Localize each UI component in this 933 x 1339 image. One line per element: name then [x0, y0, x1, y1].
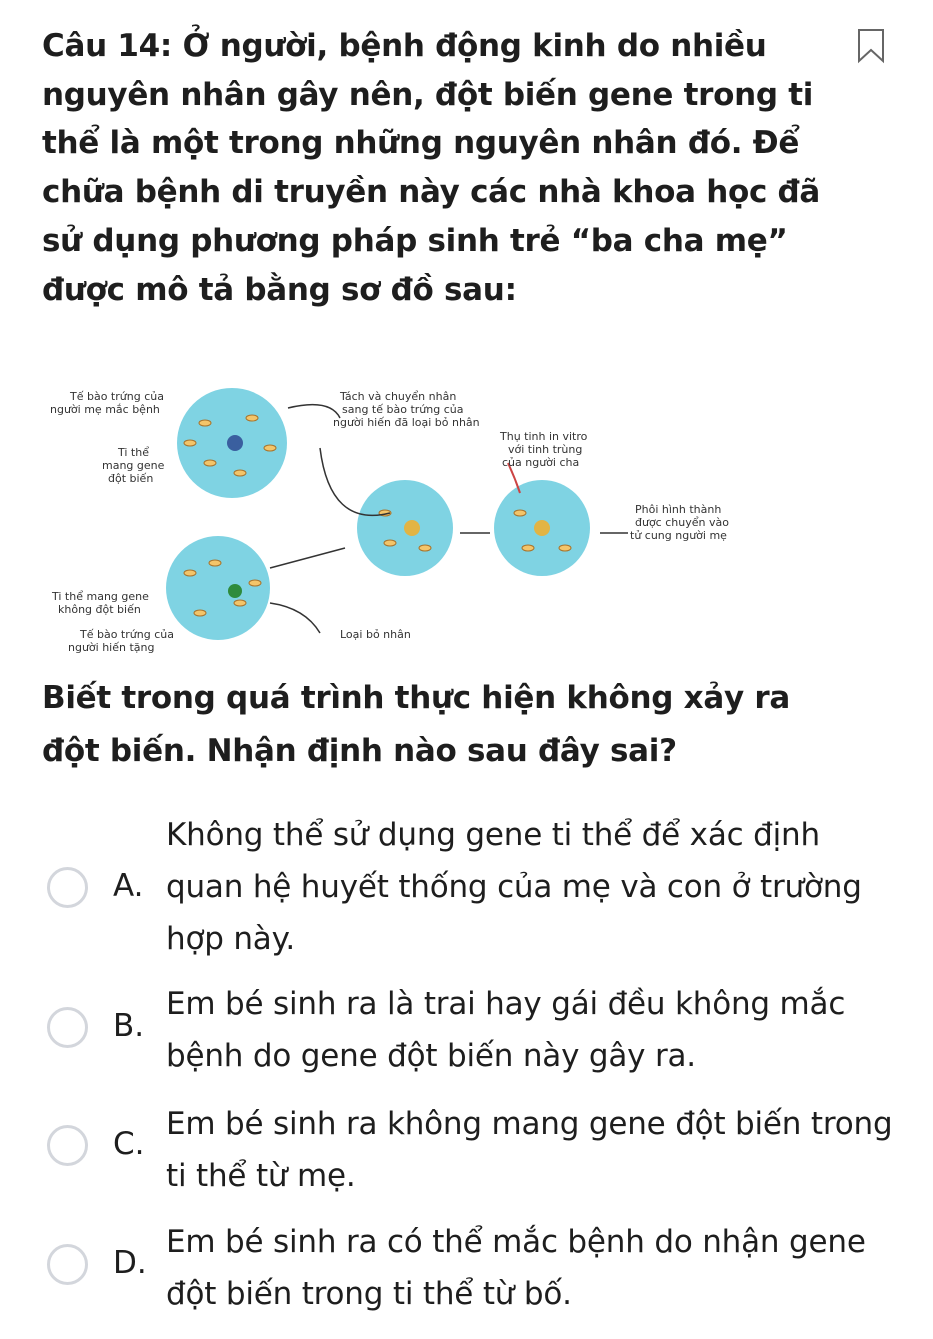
diagram-label: người mẹ mắc bệnh	[50, 403, 160, 416]
diagram-label: mang gene	[102, 459, 165, 472]
diagram-label: được chuyển vào	[635, 516, 729, 529]
prompt-text: Biết trong quá trình thực hiện không xảy ra đột biến. Nhận định nào sau đây sai?	[42, 680, 790, 769]
diagram-label: sang tế bào trứng của	[342, 403, 464, 416]
diagram-label: không đột biến	[58, 603, 141, 616]
donor-egg-cell	[166, 536, 270, 640]
diagram-label: Tách và chuyển nhân	[340, 390, 457, 403]
diagram-label: với tinh trùng	[508, 443, 583, 456]
diagram-label: Thụ tinh in vitro	[500, 430, 588, 443]
three-parent-diagram	[30, 378, 750, 663]
radio-d[interactable]	[47, 1244, 88, 1285]
radio-c[interactable]	[47, 1125, 88, 1166]
diagram-label: Tế bào trứng của	[70, 390, 164, 403]
bookmark-icon[interactable]	[856, 28, 886, 64]
diagram-label: Loại bỏ nhân	[340, 628, 411, 641]
option-text: Em bé sinh ra có thể mắc bệnh do nhận gene đột biến trong ti thể từ bố.	[166, 1224, 866, 1312]
diagram-label: Tế bào trứng của	[80, 628, 174, 641]
option-text: Em bé sinh ra là trai hay gái đều không mắc bệnh do gene đột biến này gây ra.	[166, 986, 846, 1074]
option-text: Em bé sinh ra không mang gene đột biến trong ti thể từ mẹ.	[166, 1106, 893, 1194]
diagram-label: tử cung người mẹ	[630, 529, 727, 542]
diagram-label: Ti thể mang gene	[52, 590, 149, 603]
radio-b[interactable]	[47, 1007, 88, 1048]
option-letter: C.	[113, 1126, 145, 1162]
diagram-label: người hiến tặng	[68, 641, 155, 654]
question-text: Câu 14: Ở người, bệnh động kinh do nhiều nguyên nhân gây nên, đột biến gene trong ti thể là một trong những nguyên nhân đó. Để chữa bệnh di truyền này các nhà khoa học đã sử dụng phương pháp sinh trẻ “ba cha mẹ” được mô tả bằng sơ đồ sau:	[42, 28, 821, 308]
option-letter: D.	[113, 1245, 147, 1281]
diagram-label: đột biến	[108, 472, 154, 485]
radio-a[interactable]	[47, 867, 88, 908]
option-letter: A.	[113, 868, 144, 904]
diagram-label: của người cha	[502, 456, 580, 469]
option-letter: B.	[113, 1008, 145, 1044]
option-text: Không thể sử dụng gene ti thể để xác định quan hệ huyết thống của mẹ và con ở trường hợp này.	[166, 817, 862, 957]
diagram-label: Ti thể	[118, 446, 149, 459]
donor-nucleus	[228, 584, 242, 598]
diagram-label: Phôi hình thành	[635, 503, 722, 516]
diagram-label: người hiến đã loại bỏ nhân	[333, 416, 480, 429]
mother-nucleus	[227, 435, 243, 451]
